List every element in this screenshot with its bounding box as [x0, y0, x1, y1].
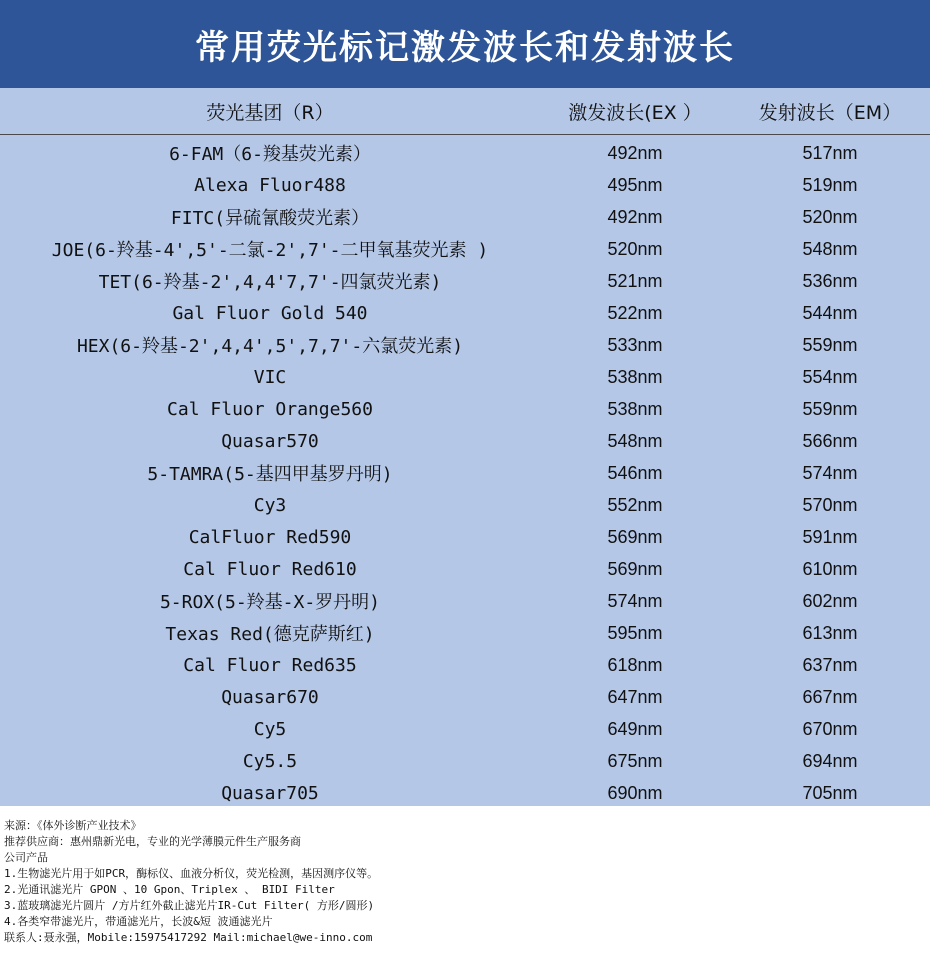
emission-value: 536nm	[802, 270, 858, 291]
emission-value: 544nm	[802, 302, 858, 323]
excitation-value: 521nm	[607, 270, 663, 291]
note-line: 4.各类窄带滤光片，带通滤光片，长波&短 波通滤光片	[4, 915, 273, 928]
fluorophore-name: FITC(异硫氰酸荧光素）	[170, 208, 370, 229]
page-title: 常用荧光标记激发波长和发射波长	[195, 27, 735, 68]
table-row	[0, 233, 930, 265]
excitation-value: 647nm	[607, 686, 663, 707]
table-row	[0, 617, 930, 649]
table-row	[0, 777, 930, 809]
table-row	[0, 201, 930, 233]
fluorophore-name: 5-ROX(5-羚基-X-罗丹明)	[159, 592, 381, 613]
excitation-value: 520nm	[607, 238, 663, 259]
table-body	[0, 137, 930, 809]
fluorophore-name: Gal Fluor Gold 540	[172, 302, 368, 324]
table-row	[0, 265, 930, 297]
note-line: 联系人:聂永强，Mobile:15975417292 Mail:michael@we-inno.com	[4, 931, 373, 944]
fluorophore-name: Texas Red(德克萨斯红)	[165, 624, 375, 645]
excitation-value: 495nm	[607, 174, 663, 195]
fluorophore-name: Quasar670	[221, 686, 319, 708]
fluorophore-name: TET(6-羚基-2',4,4'7,7'-四氯荧光素)	[98, 272, 442, 293]
emission-value: 554nm	[802, 366, 858, 387]
excitation-value: 552nm	[607, 494, 663, 515]
table-row	[0, 137, 930, 169]
fluorophore-name: Quasar570	[221, 430, 319, 452]
table-row	[0, 585, 930, 617]
excitation-value: 574nm	[607, 590, 663, 611]
table-row	[0, 649, 930, 681]
emission-value: 559nm	[802, 334, 858, 355]
table-row	[0, 169, 930, 201]
excitation-value: 675nm	[607, 750, 663, 771]
excitation-value: 649nm	[607, 718, 663, 739]
fluorophore-name: Alexa Fluor488	[194, 174, 346, 196]
emission-value: 559nm	[802, 398, 858, 419]
note-line: 推荐供应商：惠州鼎新光电，专业的光学薄膜元件生产服务商	[4, 835, 301, 848]
fluorophore-table	[0, 88, 930, 806]
table-row	[0, 425, 930, 457]
emission-value: 566nm	[802, 430, 858, 451]
fluorophore-name: VIC	[253, 366, 287, 388]
excitation-value: 546nm	[607, 462, 663, 483]
table-row	[0, 489, 930, 521]
footer-notes	[4, 818, 924, 946]
emission-value: 705nm	[802, 782, 858, 803]
excitation-value: 522nm	[607, 302, 663, 323]
table-row	[0, 393, 930, 425]
emission-value: 694nm	[802, 750, 858, 771]
emission-value: 667nm	[802, 686, 858, 707]
fluorophore-name: Cal Fluor Red635	[183, 654, 357, 676]
fluorophore-name: HEX(6-羚基-2',4,4',5',7,7'-六氯荧光素)	[76, 336, 464, 357]
table-header	[0, 88, 930, 135]
fluorophore-name: Cy3	[253, 494, 287, 516]
header-fluorophore: 荧光基团（R）	[206, 101, 334, 124]
fluorophore-name: CalFluor Red590	[188, 526, 352, 548]
table-row	[0, 521, 930, 553]
excitation-value: 569nm	[607, 526, 663, 547]
fluorophore-name: Quasar705	[221, 782, 319, 804]
table-row	[0, 361, 930, 393]
fluorophore-name: 6-FAM（6-羧基荧光素）	[169, 144, 371, 165]
title-bar	[0, 0, 930, 88]
emission-value: 570nm	[802, 494, 858, 515]
fluorophore-name: Cy5.5	[242, 750, 298, 772]
excitation-value: 492nm	[607, 142, 663, 163]
note-line: 来源：《体外诊断产业技术》	[4, 819, 142, 832]
emission-value: 602nm	[802, 590, 858, 611]
fluorophore-name: Cal Fluor Red610	[183, 558, 357, 580]
table-row	[0, 745, 930, 777]
emission-value: 519nm	[802, 174, 858, 195]
excitation-value: 690nm	[607, 782, 663, 803]
excitation-value: 618nm	[607, 654, 663, 675]
note-line: 1.生物滤光片用于如PCR，酶标仪、血液分析仪，荧光检测，基因测序仪等。	[4, 867, 379, 880]
emission-value: 613nm	[802, 622, 858, 643]
table-row	[0, 457, 930, 489]
fluorophore-name: 5-TAMRA(5-基四甲基罗丹明)	[147, 464, 393, 485]
excitation-value: 569nm	[607, 558, 663, 579]
table-row	[0, 681, 930, 713]
table-row	[0, 713, 930, 745]
emission-value: 548nm	[802, 238, 858, 259]
header-emission: 发射波长（EM）	[758, 101, 902, 124]
emission-value: 517nm	[802, 142, 858, 163]
emission-value: 637nm	[802, 654, 858, 675]
note-line: 公司产品	[4, 851, 48, 864]
emission-value: 670nm	[802, 718, 858, 739]
excitation-value: 533nm	[607, 334, 663, 355]
excitation-value: 595nm	[607, 622, 663, 643]
emission-value: 520nm	[802, 206, 858, 227]
excitation-value: 492nm	[607, 206, 663, 227]
fluorophore-name: Cal Fluor Orange560	[167, 398, 373, 420]
emission-value: 591nm	[802, 526, 858, 547]
fluorophore-name: JOE(6-羚基-4',5'-二氯-2',7'-二甲氧基荧光素 )	[51, 240, 489, 261]
note-line: 2.光通讯滤光片 GPON 、10 Gpon、Triplex 、 BIDI Filter	[4, 883, 335, 896]
note-line: 3.蓝玻璃滤光片圆片 /方片红外截止滤光片IR-Cut Filter( 方形/圆形)	[4, 899, 375, 912]
emission-value: 574nm	[802, 462, 858, 483]
emission-value: 610nm	[802, 558, 858, 579]
excitation-value: 538nm	[607, 398, 663, 419]
table-row	[0, 329, 930, 361]
header-excitation: 激发波长(EX ）	[568, 101, 702, 124]
fluorophore-name: Cy5	[253, 718, 287, 740]
excitation-value: 538nm	[607, 366, 663, 387]
table-row	[0, 297, 930, 329]
excitation-value: 548nm	[607, 430, 663, 451]
table-row	[0, 553, 930, 585]
